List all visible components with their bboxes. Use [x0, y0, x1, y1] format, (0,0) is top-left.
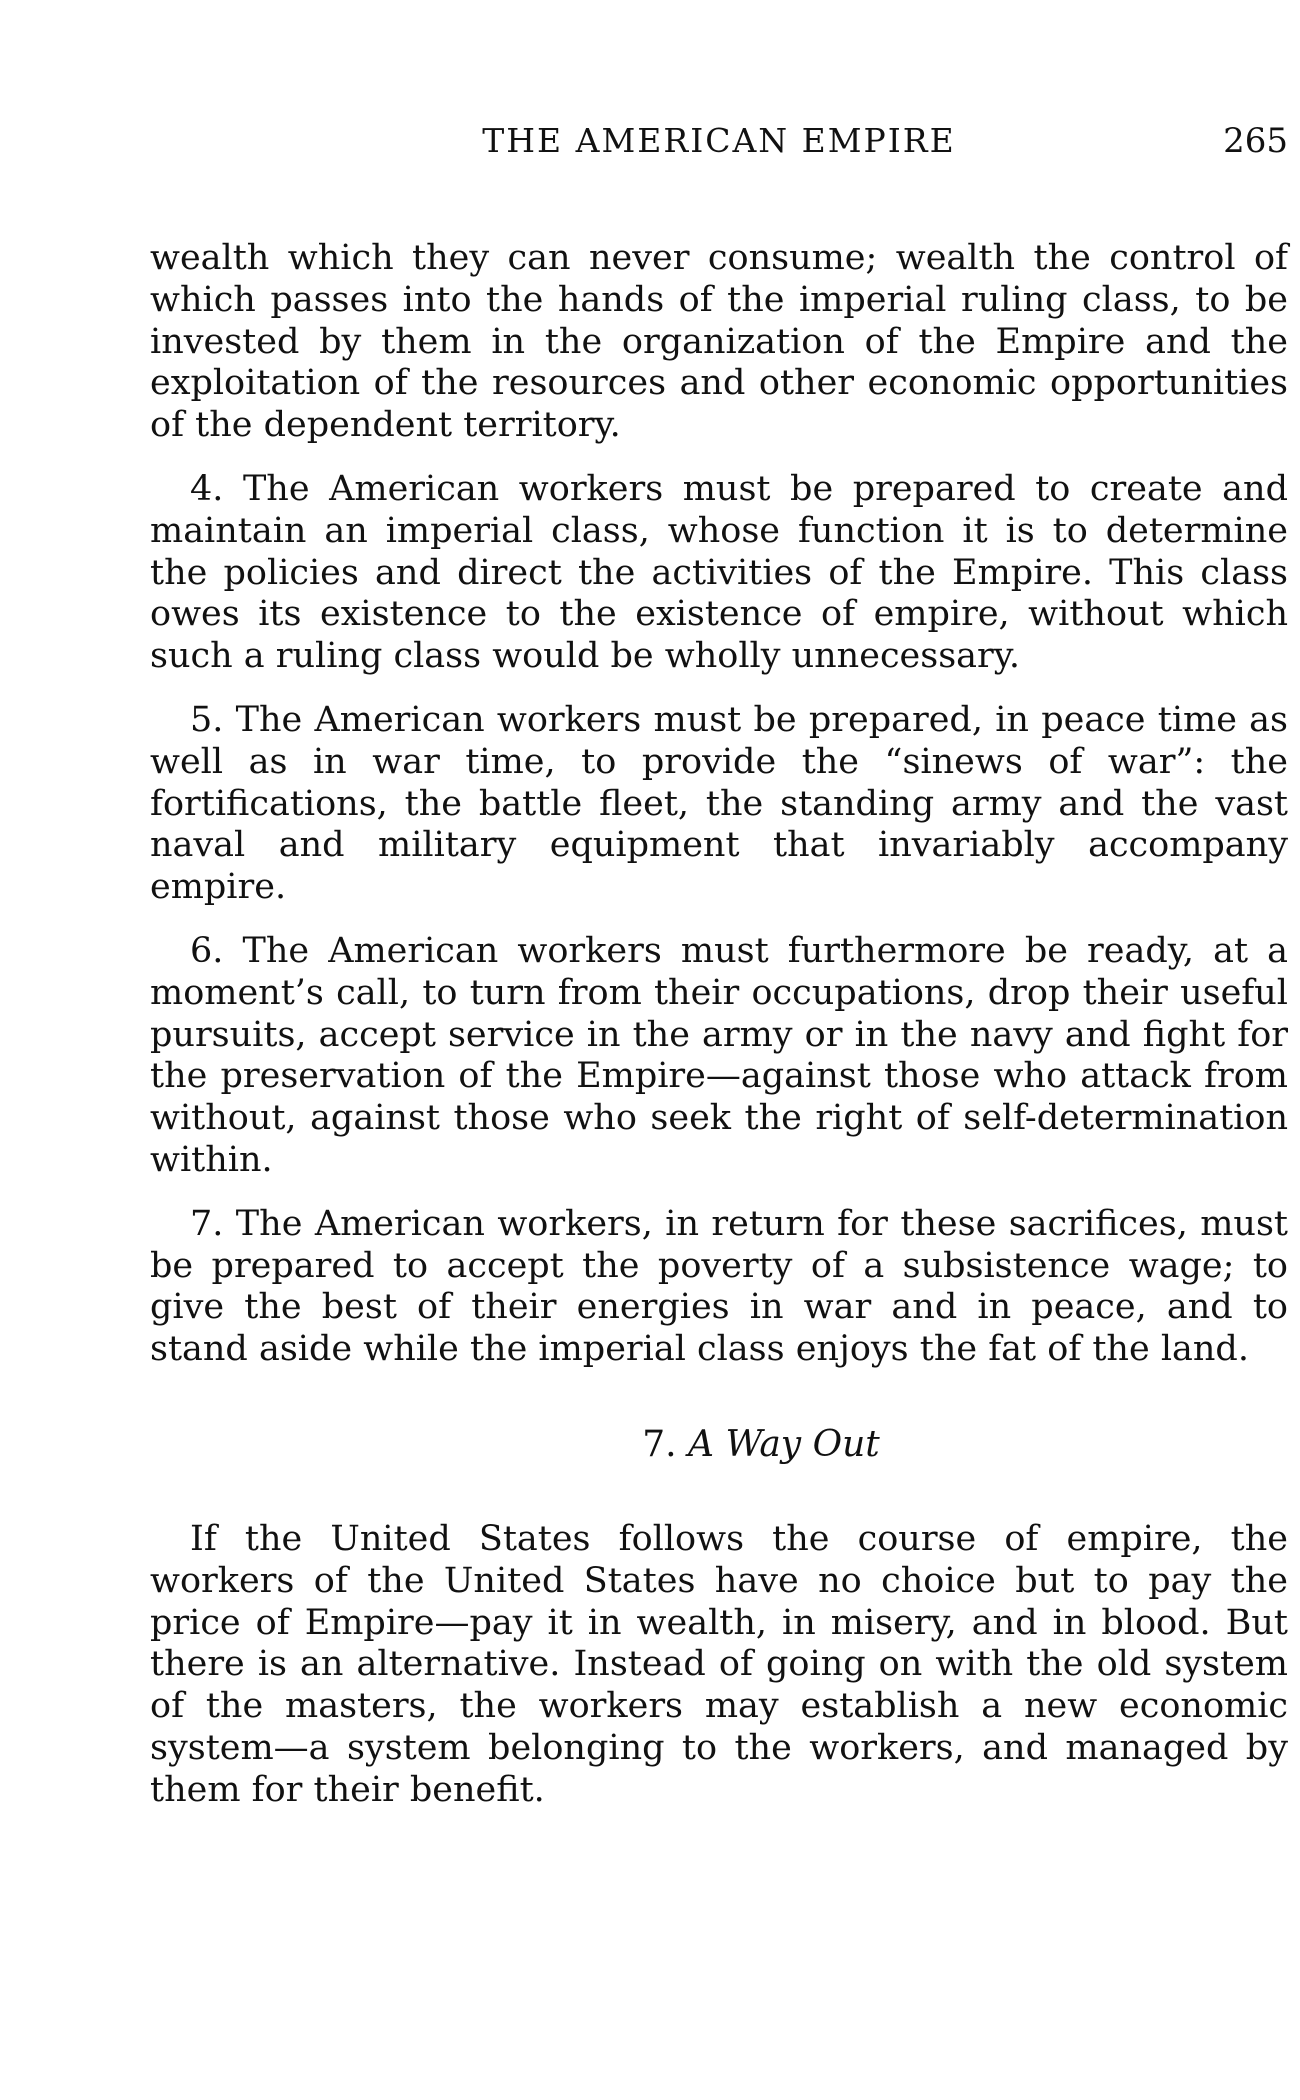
- paragraph-way-out: If the United States follows the course of empire, the workers of the United States have no choice but to pay the price of Empire—pay it in wealth, in misery, and in blood. But there is an alternative. Instead of going on with the old system of the masters, the workers may establish a new economic system—a system belonging to the workers, and managed by them for their benefit.: [150, 1518, 1288, 1810]
- paragraph-item-6: 6. The American workers must furthermore be ready, at a moment’s call, to turn from their occupations, drop their useful pursuits, accept service in the army or in the navy and fight for the preservation of the Empire—against those who attack from without, against those who seek the right of self-determination within.: [150, 930, 1288, 1180]
- paragraph-item-4: 4. The American workers must be prepared to create and maintain an imperial class, whose function it is to determine the policies and direct the activities of the Empire. This class owes its existence to the existence of empire, without which such a ruling class would be wholly unnecessary.: [150, 468, 1288, 677]
- paragraph-item-5: 5. The American workers must be prepared, in peace time as well as in war time, to provide the “sinews of war”: the fortifications, the battle fleet, the standing army and the vast naval and military equipment that invariably accompany empire.: [150, 699, 1288, 908]
- section-heading: [150, 1423, 1288, 1467]
- page-number: 265: [1223, 121, 1288, 161]
- section-number: 7.: [642, 1423, 677, 1465]
- paragraph-item-7: 7. The American workers, in return for these sacrifices, must be prepared to accept the poverty of a subsistence wage; to give the best of their energies in war and in peace, and to stand aside while the imperial class enjoys the fat of the land.: [150, 1203, 1288, 1370]
- page-header: [150, 116, 1288, 166]
- paragraph-continuation: wealth which they can never consume; wealth the control of which passes into the hands of the imperial ruling class, to be invested by them in the organization of the Empire and the exploitation of the resources and other economic opportunities of the dependent territory.: [150, 238, 1288, 446]
- running-title: THE AMERICAN EMPIRE: [482, 121, 956, 160]
- page-body: [150, 238, 1288, 1812]
- section-title: A Way Out: [688, 1423, 880, 1465]
